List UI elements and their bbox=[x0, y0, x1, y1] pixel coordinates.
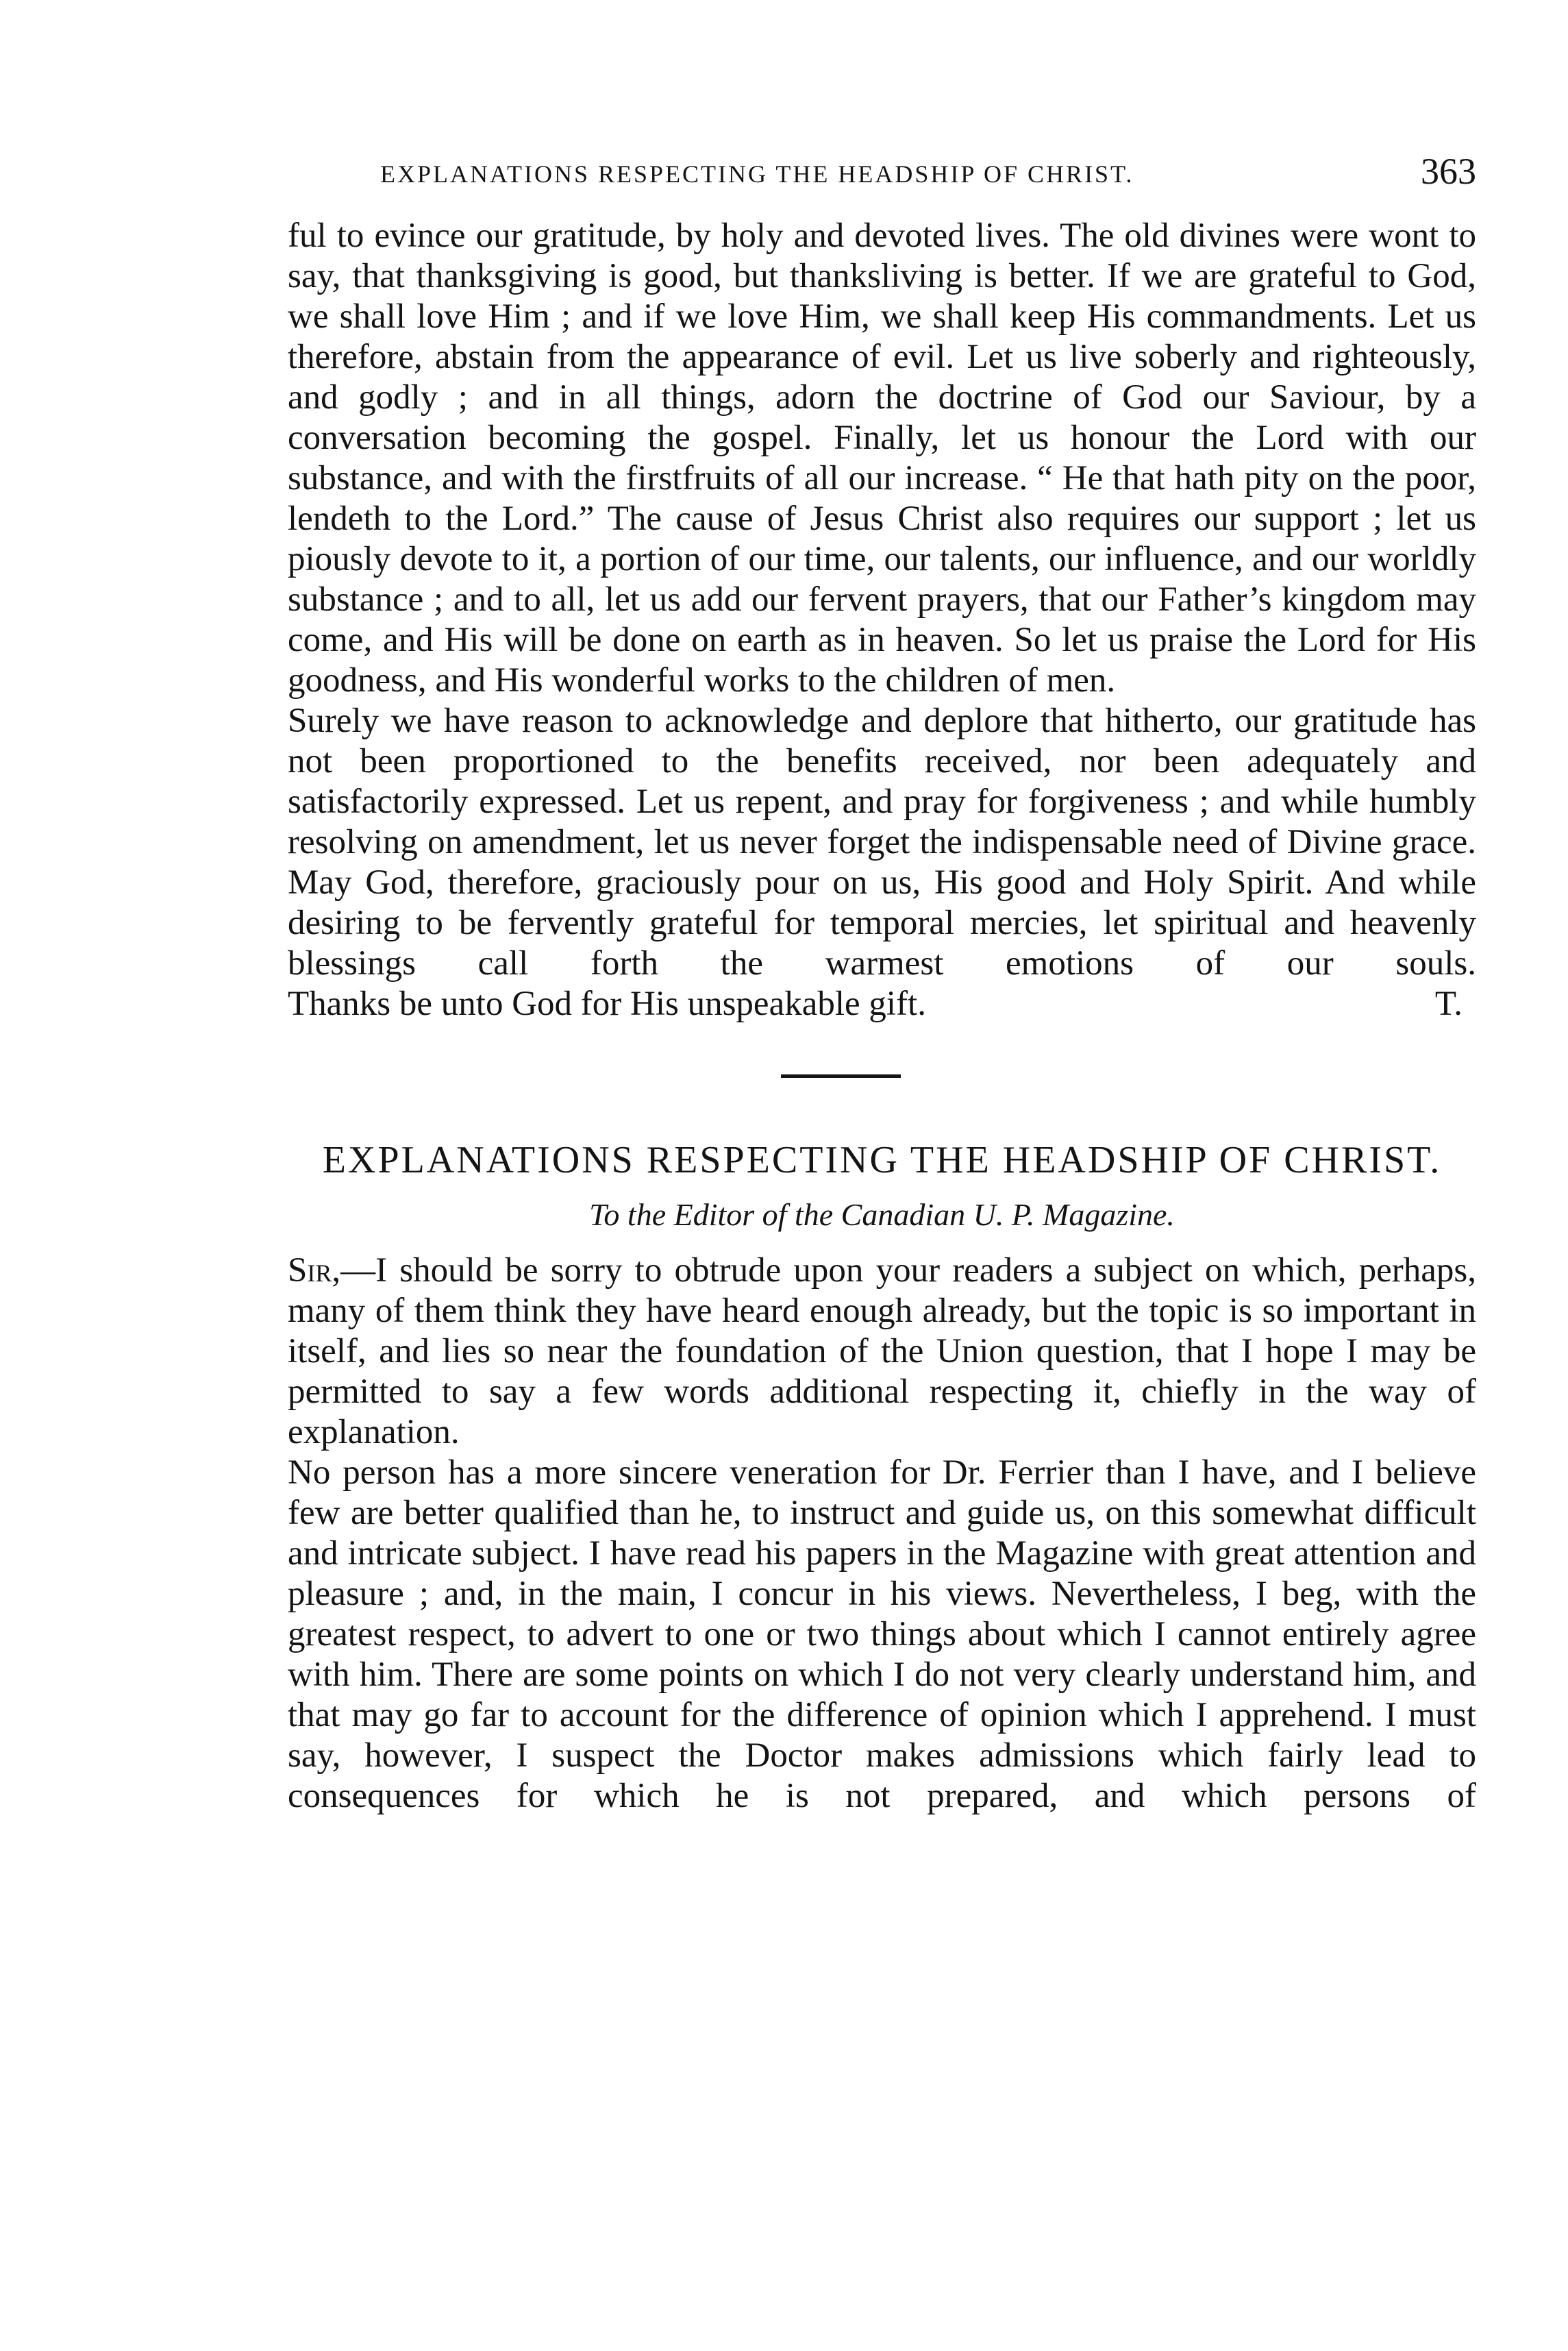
paragraph-gratitude: ful to evince our gratitude, by holy and devoted lives. The old divines were wont to say, that thanksgiving is good, but thanksliving is better. If we are grateful to God, we shall love Him ; and if we love Him, we shall keep His commandments. Let us therefore, abstain from the appearance of evil. Let us live soberly and righteously, and godly ; and in all things, adorn the doctrine of God our Saviour, by a conversation becoming the gospel. Finally, let us honour the Lord with our substance, and with the firstfruits of all our increase. “ He that hath pity on the poor, lendeth to the Lord.” The cause of Jesus Christ also requires our support ; let us piously devote to it, a portion of our time, our talents, our influence, and our worldly substance ; and to all, let us add our fervent prayers, that our Father’s kingdom may come, and His will be done on earth as in heaven. So let us praise the Lord for His goodness, and His wonderful works to the children of men. bbox=[288, 217, 1476, 700]
article-dedication: To the Editor of the Canadian U. P. Magazine. bbox=[589, 1197, 1175, 1232]
paragraph-repentance-text: Surely we have reason to acknowledge and deplore that hitherto, our gratitude has not been proportioned to the benefits received, nor been adequately and satisfactorily expressed. Let us repent, and pray for forgiveness ; and while humbly resolving on amendment, let us never forget the indispensable need of Divine grace. May God, therefore, graciously pour on us, His good and Holy Spirit. And while desiring to be fervently grateful for temporal mercies, let spiritual and heavenly blessings call forth the warmest emotions of our souls. bbox=[288, 702, 1476, 983]
paragraph-intro bbox=[288, 1251, 1476, 1453]
page-number: 363 bbox=[1421, 151, 1476, 192]
closing-text: Thanks be unto God for His unspeakable gift. bbox=[288, 985, 926, 1023]
article-title: EXPLANATIONS RESPECTING THE HEADSHIP OF CHRIST. bbox=[322, 1139, 1442, 1181]
document-page bbox=[288, 147, 1476, 1817]
closing-line bbox=[288, 984, 1476, 1024]
paragraph-repentance bbox=[288, 701, 1476, 984]
running-title: EXPLANATIONS RESPECTING THE HEADSHIP OF CHRIST. bbox=[380, 160, 1134, 188]
paragraph-intro-text: —I should be sorry to obtrude upon your readers a subject on which, perhaps, many of them think they have heard enough already, but the topic is so important in itself, and lies so near the foundation of the Union question, that I hope I may be permitted to say a few words additional respecting it, chiefly in the way of explanation. bbox=[288, 1251, 1476, 1451]
section-divider bbox=[781, 1074, 901, 1078]
salutation: Sir, bbox=[288, 1251, 341, 1290]
running-head bbox=[288, 147, 1476, 202]
signature: T. bbox=[1434, 985, 1463, 1023]
paragraph-ferrier: No person has a more sincere veneration for Dr. Ferrier than I have, and I believe few are better qualified than he, to instruct and guide us, on this somewhat difficult and intricate subject. I have read his papers in the Magazine with great attention and pleasure ; and, in the main, I concur in his views. Nevertheless, I beg, with the greatest respect, to advert to one or two things about which I cannot entirely agree with him. There are some points on which I do not very clearly understand him, and that may go far to account for the difference of opinion which I apprehend. I must say, however, I suspect the Doctor makes admissions which fairly lead to consequences for which he is not prepared, and which persons of bbox=[288, 1453, 1476, 1815]
